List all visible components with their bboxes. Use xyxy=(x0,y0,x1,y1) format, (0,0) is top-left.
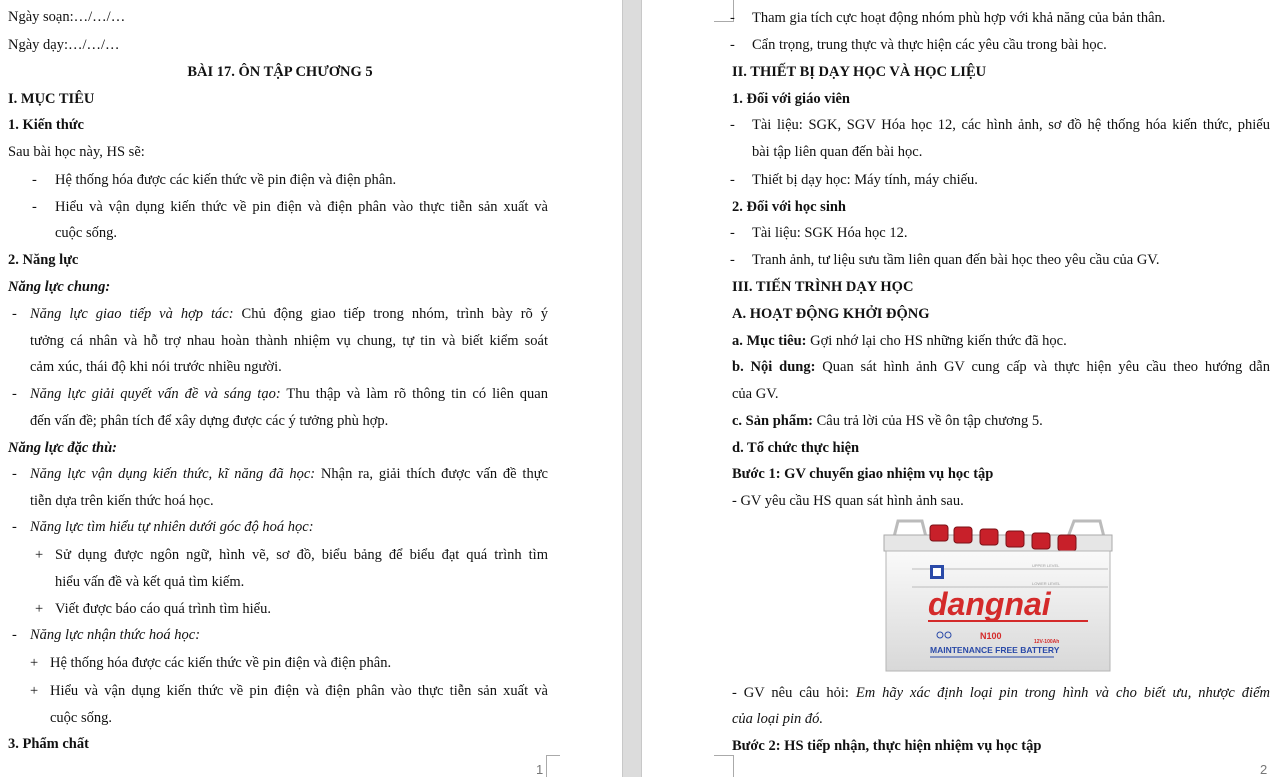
bullet-dash: - xyxy=(730,117,735,133)
heading-nl-dac-thu: Năng lực đặc thù: xyxy=(8,440,117,456)
to-chuc: d. Tổ chức thực hiện xyxy=(732,440,860,456)
bullet-plus: + xyxy=(35,601,44,617)
nl-nhan-thuc-p1: Hệ thống hóa được các kiến thức về pin điện và điện phân. xyxy=(50,655,392,671)
nl-tim-hieu-p1-cont: hiểu vấn đề và kết quả tìm kiếm. xyxy=(55,574,245,590)
heading-giao-vien: 1. Đối với giáo viên xyxy=(732,91,850,107)
bullet-dash: - xyxy=(730,172,735,188)
kt-item-1: Hệ thống hóa được các kiến thức về pin điện và điện phân. xyxy=(55,172,397,188)
margin-mark xyxy=(546,755,560,756)
heading-hoc-sinh: 2. Đối với học sinh xyxy=(732,199,846,215)
lower-level-label: LOWER LEVEL xyxy=(1032,581,1061,586)
hs-item-2: Tranh ảnh, tư liệu sưu tầm liên quan đến bài học theo yêu cầu của GV. xyxy=(752,252,1160,268)
noi-dung: b. Nội dung: Quan sát hình ảnh GV cung cấp và thực hiện yêu cầu theo hướng dẫn xyxy=(732,359,1270,375)
heading-nang-luc: 2. Năng lực xyxy=(8,252,79,268)
ngay-soan: Ngày soạn:…/…/… xyxy=(8,9,126,25)
pc-item-2: Cẩn trọng, trung thực và thực hiện các yêu cầu trong bài học. xyxy=(752,37,1107,53)
section-tien-trinh: III. TIẾN TRÌNH DẠY HỌC xyxy=(732,279,914,295)
bullet-plus: + xyxy=(30,683,39,699)
nl-giao-tiep-cont2: cảm xúc, thái độ khi nói trước nhiều người. xyxy=(30,359,282,375)
section-thiet-bi: II. THIẾT BỊ DẠY HỌC VÀ HỌC LIỆU xyxy=(732,64,987,80)
nl-tim-hieu: Năng lực tìm hiểu tự nhiên dưới góc độ hoá học: xyxy=(30,519,314,535)
muc-tieu: a. Mục tiêu: Gợi nhớ lại cho HS những kiến thức đã học. xyxy=(732,333,1067,349)
kt-item-2-cont: cuộc sống. xyxy=(55,225,118,241)
bullet-dash: - xyxy=(730,37,735,53)
nl-nhan-thuc: Năng lực nhận thức hoá học: xyxy=(30,627,201,643)
san-pham: c. Sản phẩm: Câu trả lời của HS về ôn tập chương 5. xyxy=(732,413,1043,429)
heading-nl-chung: Năng lực chung: xyxy=(8,279,111,295)
bullet-dash: - xyxy=(12,466,17,482)
nl-nhan-thuc-p2: Hiểu và vận dụng kiến thức về pin điện và điện phân vào thực tiễn sản xuất và xyxy=(50,683,548,699)
spec-label: 12V-100Ah xyxy=(1034,639,1060,645)
nl-tim-hieu-p1: Sử dụng được ngôn ngữ, hình vẽ, sơ đồ, biểu bảng để biểu đạt quá trình tìm xyxy=(55,547,548,563)
bullet-dash: - xyxy=(730,10,735,26)
gv-cau-hoi-cont: của loại pin đó. xyxy=(732,711,824,727)
gv-item-1-cont: bài tập liên quan đến bài học. xyxy=(752,144,923,160)
heading-pham-chat: 3. Phẩm chất xyxy=(8,736,89,752)
gv-item-1: Tài liệu: SGK, SGV Hóa học 12, các hình ảnh, sơ đồ hệ thống hóa kiến thức, phiếu xyxy=(752,117,1270,133)
noi-dung-cont: của GV. xyxy=(732,386,779,402)
page-gap xyxy=(622,0,642,777)
buoc-2: Bước 2: HS tiếp nhận, thực hiện nhiệm vụ học tập xyxy=(732,738,1042,754)
page-number: 2 xyxy=(1260,762,1268,777)
brand-name: dangnai xyxy=(928,586,1051,622)
bullet-dash: - xyxy=(12,519,17,535)
upper-level-label: UPPER LEVEL xyxy=(1032,563,1060,568)
nl-van-dung: Năng lực vận dụng kiến thức, kĩ năng đã học: Nhận ra, giải thích được vấn đề thực xyxy=(30,466,548,482)
battery-image xyxy=(882,517,1114,673)
margin-mark xyxy=(714,755,734,777)
nl-nhan-thuc-p2-cont: cuộc sống. xyxy=(50,710,113,726)
page-1 xyxy=(0,0,622,777)
bullet-dash: - xyxy=(12,386,17,402)
nl-giao-tiep: Năng lực giao tiếp và hợp tác: Chủ động giao tiếp trong nhóm, trình bày rõ ý xyxy=(30,306,548,322)
model-label: N100 xyxy=(980,631,1002,641)
text-sau-bai-hoc: Sau bài học này, HS sẽ: xyxy=(8,144,145,160)
buoc-1: Bước 1: GV chuyển giao nhiệm vụ học tập xyxy=(732,466,994,482)
lesson-title: BÀI 17. ÔN TẬP CHƯƠNG 5 xyxy=(187,64,373,80)
margin-mark xyxy=(546,755,560,777)
heading-kien-thuc: 1. Kiến thức xyxy=(8,117,84,133)
nl-giai-quyet: Năng lực giải quyết vấn đề và sáng tạo: Thu thập và làm rõ thông tin có liên quan xyxy=(30,386,548,402)
battery-tagline: MAINTENANCE FREE BATTERY xyxy=(930,645,1060,655)
section-muc-tieu: I. MỤC TIÊU xyxy=(8,91,95,107)
heading-khoi-dong: A. HOẠT ĐỘNG KHỞI ĐỘNG xyxy=(732,306,930,322)
gv-cau-hoi: - GV nêu câu hỏi: Em hãy xác định loại pin trong hình và cho biết ưu, nhược điểm xyxy=(732,685,1270,701)
bullet-dash: - xyxy=(730,225,735,241)
bullet-dash: - xyxy=(12,627,17,643)
pc-item-1: Tham gia tích cực hoạt động nhóm phù hợp với khả năng của bản thân. xyxy=(752,10,1166,26)
hs-item-1: Tài liệu: SGK Hóa học 12. xyxy=(752,225,908,241)
bullet-dash: - xyxy=(32,172,37,188)
nl-giai-quyet-cont: đến vấn đề; phân tích để xây dựng được các ý tưởng phù hợp. xyxy=(30,413,389,429)
bullet-dash: - xyxy=(32,199,37,215)
gv-item-2: Thiết bị dạy học: Máy tính, máy chiếu. xyxy=(752,172,978,188)
ngay-day: Ngày dạy:…/…/… xyxy=(8,37,120,53)
bullet-plus: + xyxy=(30,655,39,671)
kt-item-2: Hiểu và vận dụng kiến thức về pin điện và điện phân vào thực tiễn sản xuất và xyxy=(55,199,548,215)
gv-yeu-cau: - GV yêu cầu HS quan sát hình ảnh sau. xyxy=(732,493,964,509)
page-number: 1 xyxy=(536,762,544,777)
nl-van-dung-cont: tiễn dựa trên kiến thức hoá học. xyxy=(30,493,214,509)
bullet-dash: - xyxy=(12,306,17,322)
nl-giao-tiep-cont: tưởng cá nhân và hỗ trợ nhau hoàn thành nhiệm vụ chung, tự tin và biết kiểm soát xyxy=(30,333,548,349)
bullet-dash: - xyxy=(730,252,735,268)
nl-tim-hieu-p2: Viết được báo cáo quá trình tìm hiểu. xyxy=(55,601,271,617)
bullet-plus: + xyxy=(35,547,44,563)
